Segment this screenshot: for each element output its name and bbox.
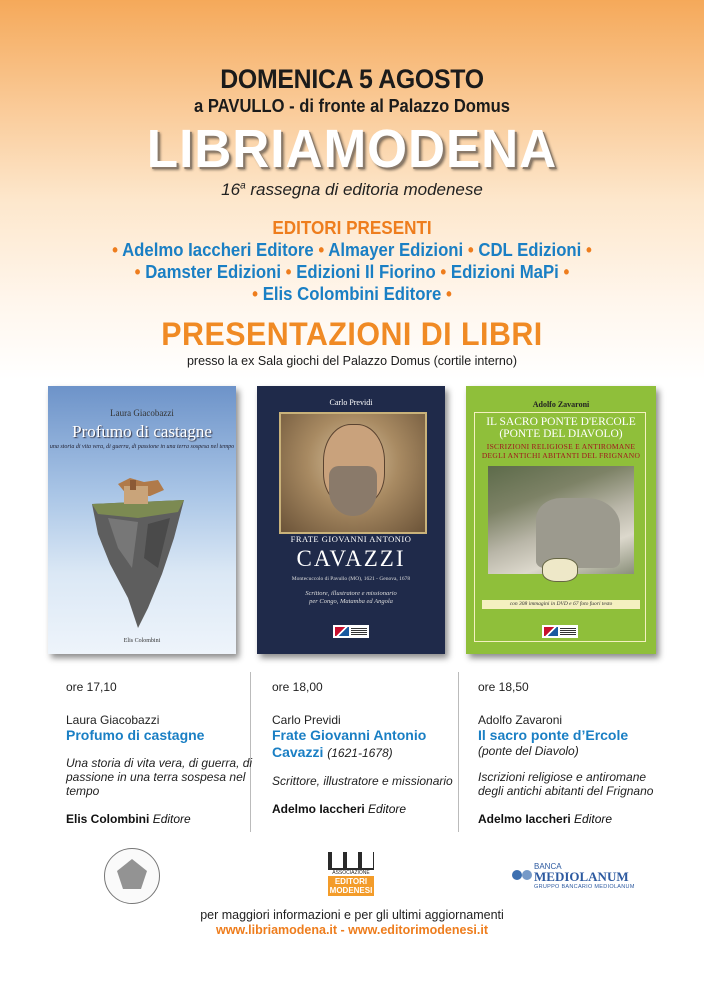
publisher-name: Adelmo Iaccheri xyxy=(478,812,571,826)
presentations-location: presso la ex Sala giochi del Palazzo Domus (cortile interno) xyxy=(186,354,518,368)
bullet-icon: • xyxy=(467,240,474,260)
cover-author: Adolfo Zavaroni xyxy=(532,400,590,409)
publisher-name: Elis Colombini xyxy=(66,812,150,826)
cover-author: Carlo Previdi xyxy=(329,398,373,407)
session-description: Una storia di vita vera, di guerra, di passione in una terra sospesa nel tempo xyxy=(66,756,253,798)
ame-association-label: ASSOCIAZIONE xyxy=(332,870,370,876)
publisher-name: Adelmo Iaccheri xyxy=(272,802,365,816)
bullet-icon: • xyxy=(318,240,325,260)
session-author: Carlo Previdi xyxy=(272,713,341,727)
session-publisher xyxy=(66,812,256,826)
ame-line: EDITORI xyxy=(334,877,368,886)
bank-label: BANCA xyxy=(534,862,562,871)
book-cover-profumo xyxy=(48,386,236,654)
subtitle-text: rassegna di editoria modenese xyxy=(245,180,483,199)
cover-author: Laura Giacobazzi xyxy=(110,408,174,418)
session-book-subtitle: (ponte del Diavolo) xyxy=(478,744,579,758)
bullet-icon: • xyxy=(134,262,141,282)
cover-dates: Montecuccolo di Pavullo (MO), 1621 - Genova, 1678 xyxy=(291,576,411,582)
publisher-suffix: Editore xyxy=(152,812,191,826)
cover-tagline: una storia di vita vera, di guerra, di passione in una terra sospesa nel tempo xyxy=(49,444,235,450)
cover-stone xyxy=(536,498,620,568)
editor-name: Adelmo Iaccheri Editore xyxy=(122,240,314,260)
cover-title-line: IL SACRO PONTE D'ERCOLE xyxy=(486,416,636,428)
cover-badge-icon xyxy=(542,558,578,582)
session-publisher xyxy=(478,812,668,826)
bullet-icon: • xyxy=(112,240,119,260)
footer-websites[interactable]: www.libriamodena.it - www.editorimodenesi.it xyxy=(215,923,489,937)
seal-emblem-icon xyxy=(117,859,147,889)
ame-box xyxy=(328,876,374,896)
session-years: (1621-1678) xyxy=(327,746,393,760)
cover-title-line: (PONTE DEL DIAVOLO) xyxy=(499,428,623,440)
editor-name: Damster Edizioni xyxy=(145,262,282,282)
session-author: Adolfo Zavaroni xyxy=(478,713,563,727)
session-3 xyxy=(478,680,668,826)
session-time: ore 17,10 xyxy=(66,680,117,694)
session-time: ore 18,00 xyxy=(272,680,323,694)
editori-modenesi-logo xyxy=(328,852,374,900)
session-1 xyxy=(66,680,256,826)
session-description: Scrittore, illustratore e missionario xyxy=(272,774,453,788)
cover-pre-title: FRATE GIOVANNI ANTONIO xyxy=(290,534,412,544)
cover-strip: con 308 immagini in DVD e 67 foto fuori testo xyxy=(482,600,640,609)
session-2 xyxy=(272,680,462,816)
event-date: DOMENICA 5 AGOSTO xyxy=(220,64,484,94)
bank-name: MEDIOLANUM xyxy=(534,869,629,884)
bank-group: GRUPPO BANCARIO MEDIOLANUM xyxy=(534,884,635,890)
cover-portrait xyxy=(279,412,427,534)
cover-description-line: Scrittore, illustratore e missionario xyxy=(305,590,397,597)
portrait-beard xyxy=(329,466,377,516)
editors-line-1 xyxy=(25,240,680,261)
editor-name: CDL Edizioni xyxy=(478,240,582,260)
cover-title: CAVAZZI xyxy=(296,546,406,571)
event-title: LIBRIAMODENA xyxy=(146,119,558,179)
session-description: Iscrizioni religiose e antiromane degli antichi abitanti del Frignano xyxy=(478,770,654,798)
floating-rock-illustration xyxy=(88,478,188,628)
session-book-title-word: Cavazzi xyxy=(272,744,324,760)
editor-name: Elis Colombini Editore xyxy=(262,284,442,304)
session-publisher xyxy=(272,802,462,816)
cover-red-subtitle xyxy=(466,442,656,460)
municipal-seal-icon xyxy=(104,848,160,904)
bullet-icon: • xyxy=(445,284,452,304)
presentations-heading: PRESENTAZIONI DI LIBRI xyxy=(161,316,543,352)
session-time: ore 18,50 xyxy=(478,680,529,694)
publisher-logo-icon xyxy=(542,625,578,638)
book-cover-ponte xyxy=(466,386,656,654)
publisher-suffix: Editore xyxy=(368,802,407,816)
cover-description-line: per Congo, Matamba ed Angola xyxy=(309,598,393,605)
cover-red-line: ISCRIZIONI RELIGIOSE E ANTIROMANE xyxy=(486,442,636,451)
editor-name: Almayer Edizioni xyxy=(328,240,464,260)
arches-icon xyxy=(328,852,374,870)
session-book-title-line xyxy=(272,744,462,762)
session-book-title xyxy=(272,727,462,762)
bullet-icon: • xyxy=(440,262,447,282)
bullet-icon: • xyxy=(285,262,292,282)
book-cover-cavazzi xyxy=(257,386,445,654)
subtitle-number: 16 xyxy=(221,180,241,199)
publisher-logo-icon xyxy=(333,625,369,638)
bullet-icon: • xyxy=(563,262,570,282)
ame-line: MODENESI xyxy=(329,886,373,895)
footer-info: per maggiori informazioni e per gli ultimi aggiornamenti xyxy=(200,908,504,922)
session-book-title: Il sacro ponte d’Ercole xyxy=(478,727,629,743)
editors-line-3 xyxy=(25,284,680,305)
session-book-title-line: Frate Giovanni Antonio xyxy=(272,727,427,743)
session-book-title: Profumo di castagne xyxy=(66,727,205,743)
cover-title xyxy=(466,416,656,440)
event-subtitle xyxy=(0,180,704,200)
bank-mark-icon xyxy=(512,870,522,880)
editors-heading: EDITORI PRESENTI xyxy=(272,218,432,238)
cover-description xyxy=(257,590,445,606)
cover-red-line: DEGLI ANTICHI ABITANTI DEL FRIGNANO xyxy=(481,451,641,460)
editor-name: Edizioni Il Fiorino xyxy=(296,262,436,282)
editor-name: Edizioni MaPi xyxy=(450,262,559,282)
bank-mark-icon xyxy=(522,870,532,880)
event-place: a PAVULLO - di fronte al Palazzo Domus xyxy=(194,96,510,116)
bullet-icon: • xyxy=(585,240,592,260)
subtitle-superscript: a xyxy=(240,180,246,192)
publisher-suffix: Editore xyxy=(574,812,613,826)
cover-title: Profumo di castagne xyxy=(72,422,212,441)
bullet-icon: • xyxy=(252,284,259,304)
editors-line-2 xyxy=(25,262,680,283)
session-author: Laura Giacobazzi xyxy=(66,713,160,727)
banca-mediolanum-logo xyxy=(512,862,642,892)
cover-publisher: Elis Colombini xyxy=(123,638,161,644)
